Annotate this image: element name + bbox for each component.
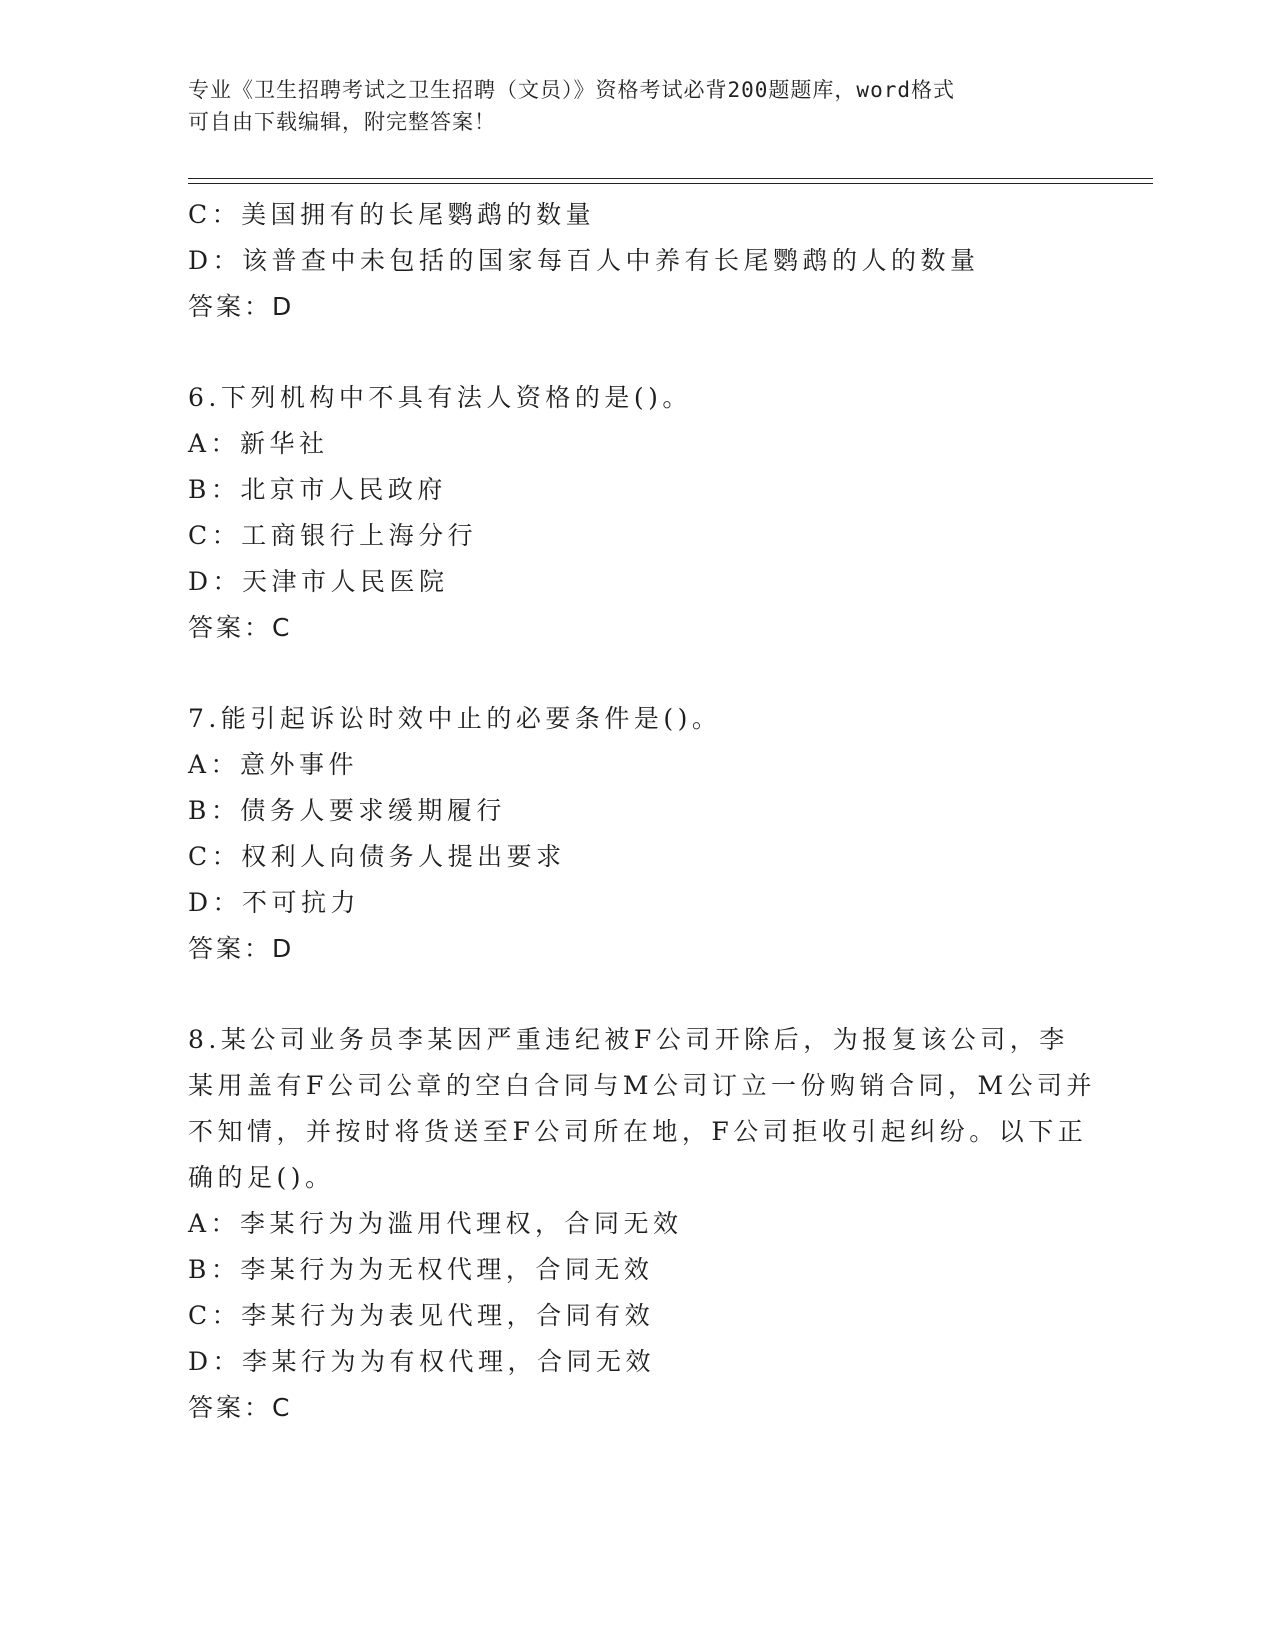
option-d: D：不可抗力	[188, 888, 361, 917]
option-c: C：李某行为为表见代理，合同有效	[188, 1301, 655, 1330]
option-d: D：李某行为为有权代理，合同无效	[188, 1347, 656, 1376]
header-line-1: 专业《卫生招聘考试之卫生招聘（文员）》资格考试必背200题题库，word格式	[188, 78, 955, 102]
option-b: B：李某行为为无权代理，合同无效	[188, 1255, 654, 1284]
option-c: C：权利人向债务人提出要求	[188, 842, 566, 871]
question-content	[188, 192, 1097, 1431]
answer-line: 答案：D	[188, 292, 295, 321]
header-line-2: 可自由下载编辑，附完整答案！	[188, 110, 496, 134]
question-text-line: 确的足()。	[188, 1163, 335, 1192]
option-c: C：美国拥有的长尾鹦鹉的数量	[188, 200, 596, 229]
question-block-7	[188, 696, 1088, 972]
option-c: C：工商银行上海分行	[188, 521, 478, 550]
option-a: A：新华社	[188, 429, 329, 458]
question-block-8	[188, 1017, 1097, 1431]
question-text-line: 某用盖有F公司公章的空白合同与M公司订立一份购销合同，M公司并	[188, 1071, 1097, 1100]
header-divider-top	[188, 178, 1153, 179]
option-d: D：天津市人民医院	[188, 567, 449, 596]
answer-line: 答案：C	[188, 613, 293, 642]
question-text-line: 8.某公司业务员李某因严重违纪被F公司开除后，为报复该公司，李	[188, 1025, 1069, 1054]
header-divider-bottom	[188, 183, 1153, 184]
question-block-6	[188, 375, 1088, 651]
question-text: 6.下列机构中不具有法人资格的是()。	[188, 383, 692, 412]
option-d: D：该普查中未包括的国家每百人中养有长尾鹦鹉的人的数量	[188, 246, 980, 275]
question-block-prev	[188, 192, 1088, 330]
option-b: B：北京市人民政府	[188, 475, 447, 504]
document-header	[188, 74, 1088, 138]
spacer	[188, 330, 1088, 375]
option-a: A：李某行为为滥用代理权，合同无效	[188, 1209, 683, 1238]
answer-line: 答案：C	[188, 1393, 293, 1422]
spacer	[188, 651, 1088, 696]
option-a: A：意外事件	[188, 750, 359, 779]
question-text-line: 不知情，并按时将货送至F公司所在地，F公司拒收引起纠纷。以下正	[188, 1117, 1088, 1146]
spacer	[188, 972, 1088, 1017]
option-b: B：债务人要求缓期履行	[188, 796, 506, 825]
answer-line: 答案：D	[188, 934, 295, 963]
question-text: 7.能引起诉讼时效中止的必要条件是()。	[188, 704, 722, 733]
